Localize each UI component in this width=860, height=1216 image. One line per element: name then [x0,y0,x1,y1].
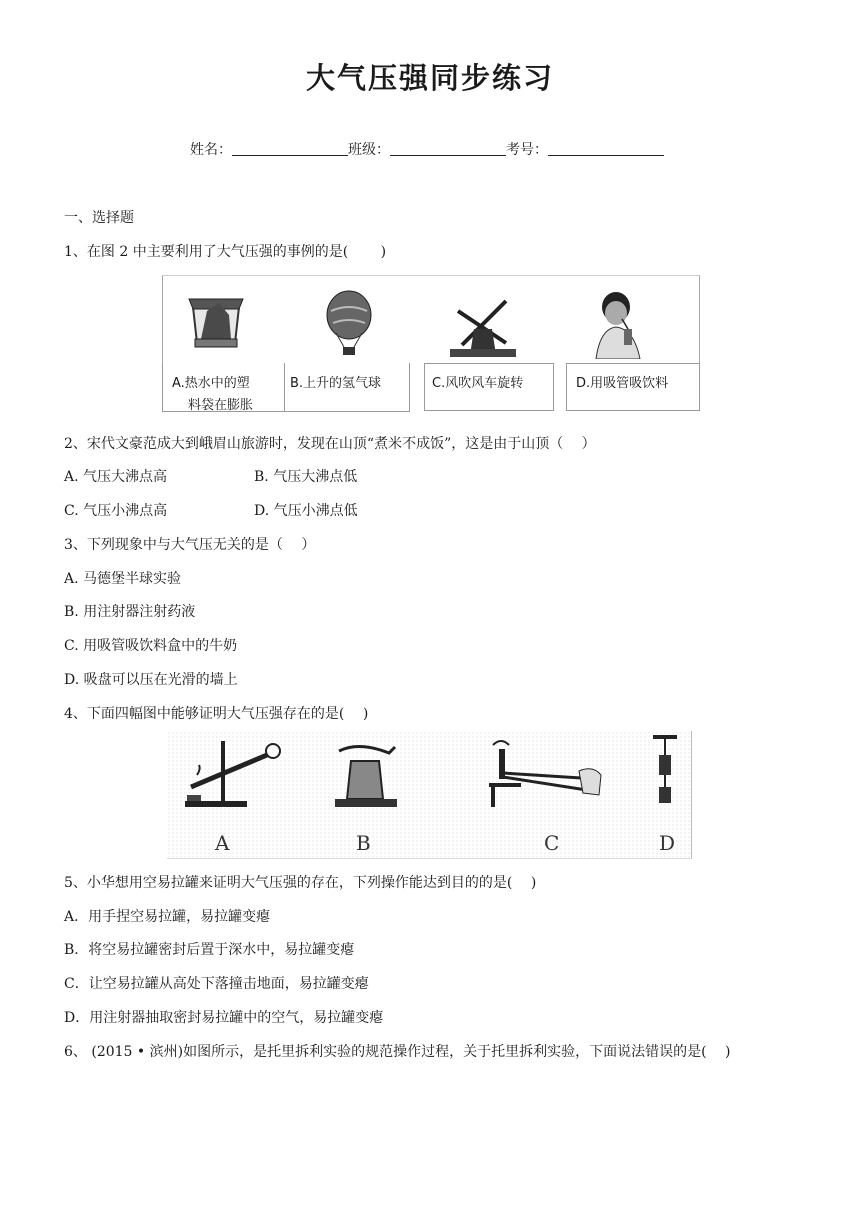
question-4-figure [167,731,692,859]
experiment-a-image [177,735,287,815]
boy-drinking-image [594,289,642,359]
question-5-option-d: D．用注射器抽取密封易拉罐中的空气，易拉罐变瘪 [64,1010,384,1026]
question-5-text: 5、小华想用空易拉罐来证明大气压强的存在，下列操作能达到目的的是( ) [64,875,537,891]
name-label: 姓名： [190,142,232,158]
question-2-option-c: C. 气压小沸点高 [64,503,168,519]
question-5-option-b: B．将空易拉罐密封后置于深水中，易拉罐变瘪 [64,942,355,958]
question-2-text: 2、宋代文豪范成大到峨眉山旅游时，发现在山顶“煮米不成饭”，这是由于山顶（ ） [64,436,596,452]
figure-label-a-line2: 料袋在膨胀 [188,398,254,413]
question-3-option-a: A. 马德堡半球实验 [64,571,182,587]
number-blank [548,141,664,156]
question-1-figure [162,275,700,413]
figure-caption-a: A [215,831,230,855]
question-5-option-a: A．用手捏空易拉罐，易拉罐变瘪 [64,909,271,925]
question-6-text: 6、 (2015 • 滨州)如图所示，是托里拆利实验的规范操作过程，关于托里拆利实验，下面说法错误的是( ) [64,1044,731,1060]
figure-label-d: D.用吸管吸饮料 [576,376,669,391]
plastic-bag-in-water-image [187,289,245,351]
student-info-line [190,139,664,159]
windmill-image [450,291,516,359]
figure-caption-d: D [659,831,676,855]
figure-label-c: C.风吹风车旋转 [432,376,524,391]
figure-caption-b: B [356,831,371,855]
number-label: 考号： [506,142,548,158]
class-blank [390,141,506,156]
question-3-option-b: B. 用注射器注射药液 [64,604,196,620]
question-3-option-d: D. 吸盘可以压在光滑的墙上 [64,672,238,688]
figure-caption-c: C [544,831,560,855]
figure-label-b: B.上升的氢气球 [290,376,382,391]
question-2-option-d: D. 气压小沸点低 [254,503,358,519]
experiment-c-image [489,735,607,815]
question-4-text: 4、下面四幅图中能够证明大气压强存在的是( ) [64,706,369,722]
hot-air-balloon-image [322,289,376,359]
section-title: 一、选择题 [64,210,134,226]
question-2-option-b: B. 气压大沸点低 [254,469,358,485]
class-label: 班级： [348,142,390,158]
figure-label-a-line1: A.热水中的塑 [172,376,250,391]
name-blank [232,141,348,156]
question-1-text: 1、在图 2 中主要利用了大气压强的事例的是( ) [64,244,387,260]
experiment-d-image [651,733,681,813]
question-2-option-a: A. 气压大沸点高 [64,469,168,485]
question-3-option-c: C. 用吸管吸饮料盒中的牛奶 [64,638,238,654]
question-5-option-c: C．让空易拉罐从高处下落撞击地面，易拉罐变瘪 [64,976,369,992]
page-title: 大气压强同步练习 [305,61,554,95]
experiment-b-image [329,739,409,811]
question-3-text: 3、下列现象中与大气压无关的是（ ） [64,537,316,553]
